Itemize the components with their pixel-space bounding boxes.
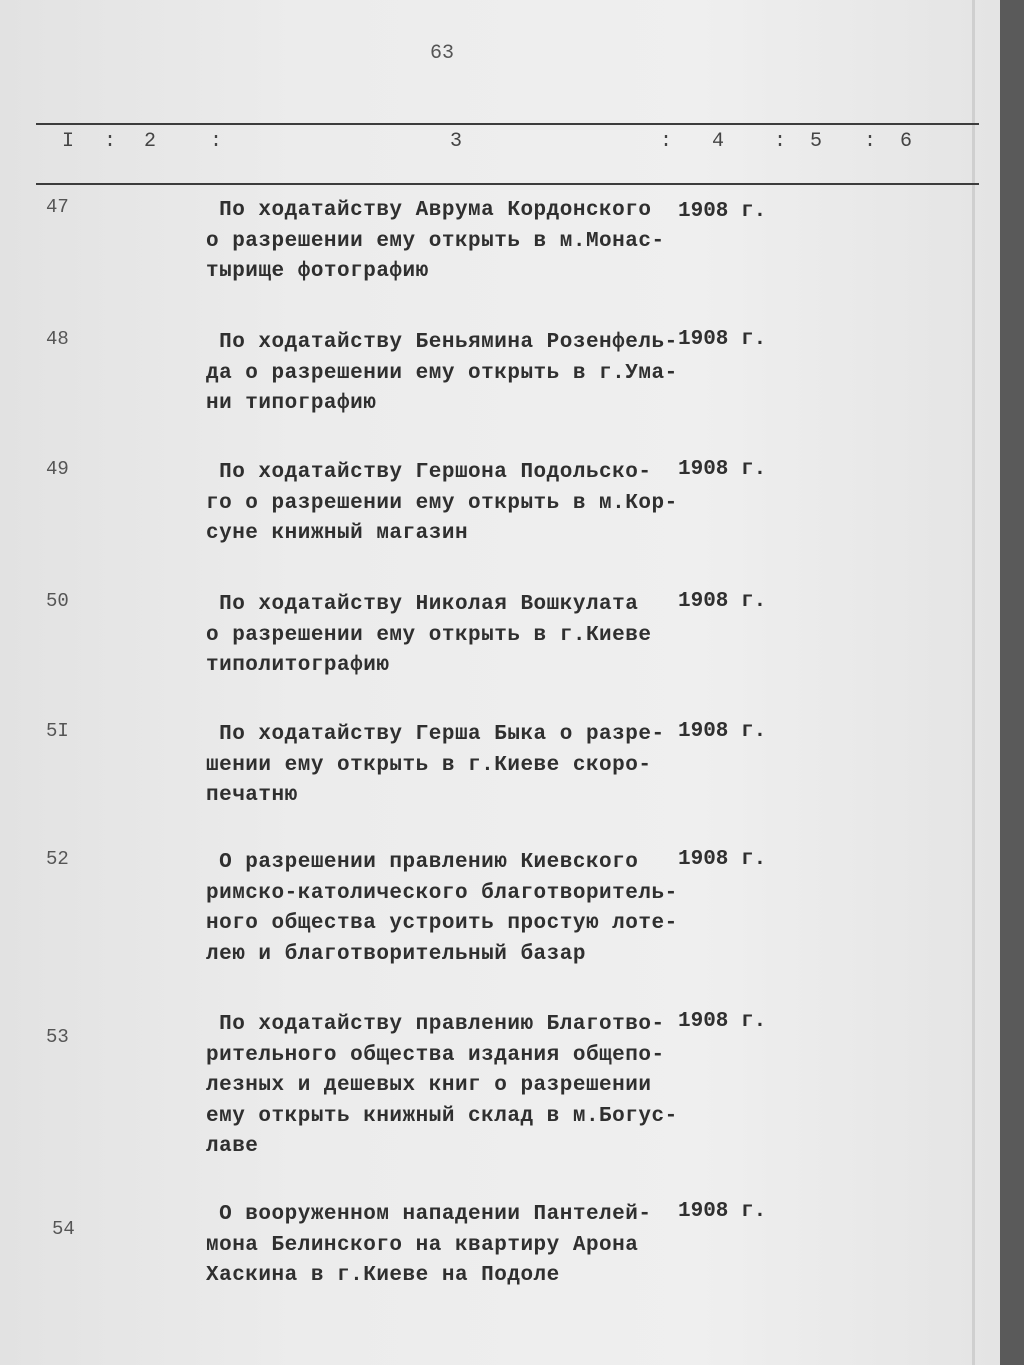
entry-line: рительного общества издания общепо- bbox=[206, 1043, 665, 1067]
column-separator: : bbox=[864, 130, 877, 153]
entry-title bbox=[206, 720, 665, 812]
column-header-2: 2 bbox=[144, 130, 157, 153]
entry-line: ему открыть книжный склад в м.Богус- bbox=[206, 1104, 678, 1128]
entry-number: 54 bbox=[52, 1218, 75, 1240]
entry-line: римско-католического благотворитель- bbox=[206, 881, 678, 905]
entry-title bbox=[206, 1010, 678, 1163]
page-number: 63 bbox=[430, 42, 455, 65]
entry-title bbox=[206, 848, 678, 970]
entry-line: лаве bbox=[206, 1135, 259, 1158]
column-header-3: 3 bbox=[450, 130, 463, 153]
column-separator: : bbox=[104, 130, 117, 153]
entry-line: По ходатайству Николая Вошкулата bbox=[206, 593, 639, 616]
entry-line: О разрешении правлению Киевского bbox=[206, 851, 639, 874]
entry-line: суне книжный магазин bbox=[206, 522, 469, 545]
entry-line: лезных и дешевых книг о разрешении bbox=[206, 1074, 652, 1097]
entry-line: лею и благотворительный базар bbox=[206, 942, 586, 966]
column-separator: : bbox=[774, 130, 787, 153]
entry-line: шении ему открыть в г.Киеве скоро- bbox=[206, 753, 652, 777]
header-bottom-rule bbox=[36, 183, 979, 185]
entry-year: 1908 г. bbox=[678, 720, 767, 743]
entry-number: 5I bbox=[46, 720, 69, 742]
entry-line: О вооруженном нападении Пантелей- bbox=[206, 1203, 652, 1226]
entry-year: 1908 г. bbox=[678, 200, 767, 223]
entry-number: 53 bbox=[46, 1026, 69, 1048]
entry-line: По ходатайству Герша Быка о разре- bbox=[206, 723, 665, 746]
header-top-rule bbox=[36, 123, 979, 125]
entry-line: мона Белинского на квартиру Арона bbox=[206, 1233, 639, 1257]
entry-line: тырище фотографию bbox=[206, 260, 429, 283]
column-header-1: I bbox=[62, 130, 75, 153]
entry-line: да о разрешении ему открыть в г.Ума- bbox=[206, 361, 678, 385]
entry-line: типолитографию bbox=[206, 654, 390, 677]
entry-line: По ходатайству Беньямина Розенфель- bbox=[206, 331, 678, 354]
entry-year: 1908 г. bbox=[678, 328, 767, 351]
page-edge bbox=[972, 0, 975, 1365]
entry-line: печатню bbox=[206, 784, 298, 807]
entry-number: 49 bbox=[46, 458, 69, 480]
entry-line: го о разрешении ему открыть в м.Кор- bbox=[206, 491, 678, 515]
entry-year: 1908 г. bbox=[678, 848, 767, 871]
entry-line: ни типографию bbox=[206, 392, 377, 415]
entry-year: 1908 г. bbox=[678, 1200, 767, 1223]
entry-line: По ходатайству правлению Благотво- bbox=[206, 1013, 665, 1036]
entry-number: 48 bbox=[46, 328, 69, 350]
entry-title bbox=[206, 328, 678, 420]
column-separator: : bbox=[210, 130, 223, 153]
entry-number: 47 bbox=[46, 196, 69, 218]
entry-title bbox=[206, 590, 651, 682]
column-header-5: 5 bbox=[810, 130, 823, 153]
entry-line: По ходатайству Аврума Кордонского bbox=[206, 199, 652, 222]
column-separator: : bbox=[660, 130, 673, 153]
entry-line: о разрешении ему открыть в г.Киеве bbox=[206, 623, 652, 647]
column-header-4: 4 bbox=[712, 130, 725, 153]
entry-line: Хаскина в г.Киеве на Подоле bbox=[206, 1264, 560, 1287]
entry-year: 1908 г. bbox=[678, 1010, 767, 1033]
column-header-6: 6 bbox=[900, 130, 913, 153]
entry-number: 52 bbox=[46, 848, 69, 870]
entry-number: 50 bbox=[46, 590, 69, 612]
entry-year: 1908 г. bbox=[678, 458, 767, 481]
entry-title bbox=[206, 458, 678, 550]
entry-line: ного общества устроить простую лоте- bbox=[206, 912, 678, 935]
entry-year: 1908 г. bbox=[678, 590, 767, 613]
entry-line: о разрешении ему открыть в м.Монас- bbox=[206, 229, 665, 253]
entry-title bbox=[206, 1200, 651, 1292]
entry-line: По ходатайству Гершона Подольско- bbox=[206, 461, 652, 484]
entry-title bbox=[206, 196, 665, 288]
